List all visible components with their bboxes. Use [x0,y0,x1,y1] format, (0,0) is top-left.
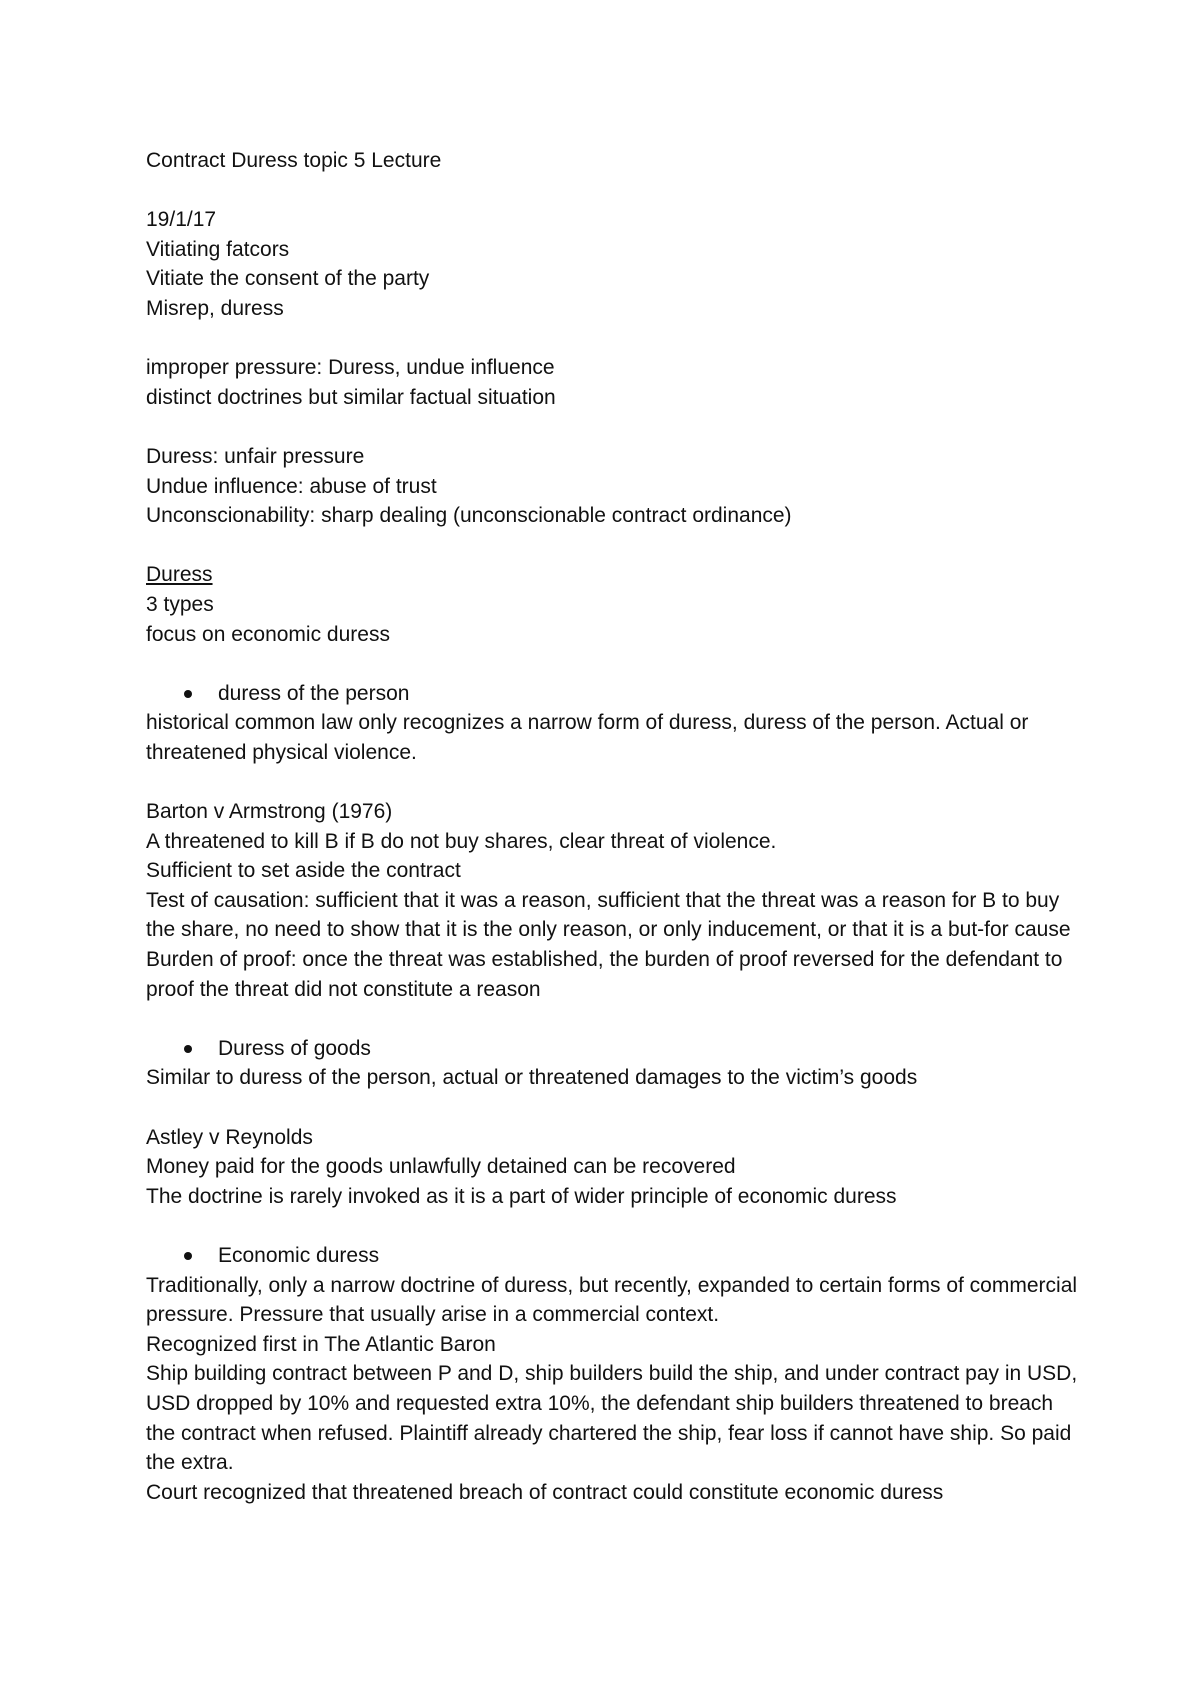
case-line: A threatened to kill B if B do not buy shares, clear threat of violence. [146,829,777,853]
causation-paragraph: Test of causation: sufficient that it was a reason, sufficient that the threat was a reason for B to buy the share, no need to show that it is the only reason, or only inducement, or that it is a but-for cause [146,888,1071,942]
case-name: Astley v Reynolds [146,1125,313,1149]
atlantic-baron-facts: Ship building contract between P and D, ship builders build the ship, and under contract pay in USD, USD dropped by 10% and requested extra 10%, the defendant ship builders threatened to breach the contract when refused. Plaintiff already chartered the ship, fear loss if cannot have ship. So paid the extra. [146,1362,1078,1475]
bullet-label: Duress of goods [218,1036,371,1060]
definition-line: Unconscionability: sharp dealing (unconscionable contract ordinance) [146,504,792,528]
spacer [146,1211,1086,1241]
bullet-dot-icon [184,1252,192,1260]
spacer [146,412,1086,442]
case-name: Barton v Armstrong (1976) [146,800,393,824]
spacer [146,176,1086,206]
document-date: 19/1/17 [146,208,217,232]
spacer [146,531,1086,561]
intro-line: Vitiating fatcors [146,237,290,261]
spacer [146,1004,1086,1034]
bullet-item-goods [146,1034,1086,1064]
court-conclusion: Court recognized that threatened breach of contract could constitute economic duress [146,1480,944,1504]
spacer [146,767,1086,797]
lecture-notes-page [146,146,1086,1507]
spacer [146,649,1086,679]
pressure-line: distinct doctrines but similar factual situation [146,385,556,409]
bullet-label: Economic duress [218,1243,380,1267]
person-paragraph: historical common law only recognizes a narrow form of duress, duress of the person. Actual or threatened physical violence. [146,711,1029,764]
spacer [146,324,1086,354]
duress-heading: Duress [146,563,213,587]
goods-line: Similar to duress of the person, actual or threatened damages to the victim’s goods [146,1066,918,1090]
intro-line: Misrep, duress [146,296,284,320]
definition-line: Undue influence: abuse of trust [146,474,437,498]
bullet-dot-icon [184,1045,192,1053]
pressure-line: improper pressure: Duress, undue influence [146,356,555,380]
case-line: The doctrine is rarely invoked as it is a part of wider principle of economic duress [146,1184,897,1208]
bullet-item-economic [146,1241,1086,1271]
spacer [146,1093,1086,1123]
economic-paragraph: Traditionally, only a narrow doctrine of duress, but recently, expanded to certain forms of commercial pressure. Pressure that usually arise in a commercial context. [146,1273,1078,1327]
definition-line: Duress: unfair pressure [146,444,365,468]
burden-paragraph: Burden of proof: once the threat was established, the burden of proof reversed for the defendant to proof the threat did not constitute a reason [146,948,1063,1001]
bullet-item-person [146,679,1086,709]
bullet-label: duress of the person [218,681,410,705]
case-line: Money paid for the goods unlawfully detained can be recovered [146,1155,736,1179]
bullet-dot-icon [184,690,192,698]
case-line: Sufficient to set aside the contract [146,859,461,883]
economic-line: Recognized first in The Atlantic Baron [146,1332,496,1356]
intro-line: Vitiate the consent of the party [146,267,430,291]
duress-intro-line: focus on economic duress [146,622,390,646]
document-title: Contract Duress topic 5 Lecture [146,149,442,172]
duress-intro-line: 3 types [146,592,214,616]
